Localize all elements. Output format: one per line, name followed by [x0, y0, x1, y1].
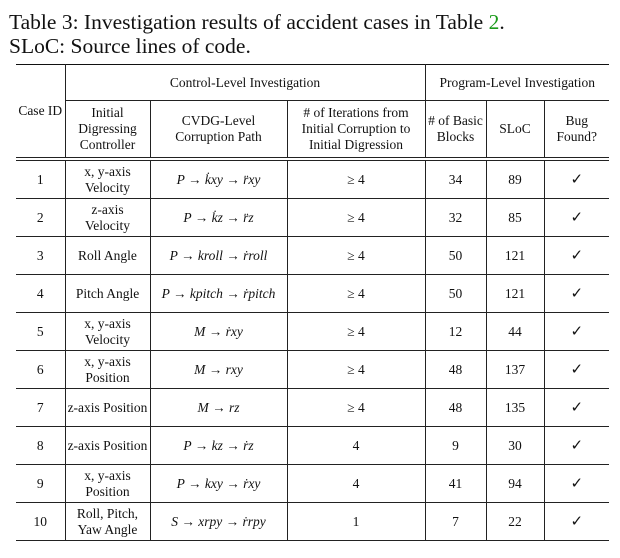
case-id-cell: 1	[16, 161, 65, 199]
corruption-path-cell: P → kpitch → ṙpitch	[150, 275, 287, 313]
table-row	[16, 237, 609, 275]
controller-cell: x, y-axis Velocity	[65, 313, 150, 351]
controller-cell: x, y-axis Velocity	[65, 161, 150, 199]
iterations-cell: 4	[287, 465, 425, 503]
caption-sloc-note: SLoC: Source lines of code.	[9, 34, 251, 58]
header-cvdg-path: CVDG-Level Corruption Path	[150, 101, 287, 158]
case-id-cell: 4	[16, 275, 65, 313]
iterations-cell: ≥ 4	[287, 313, 425, 351]
iterations-cell: ≥ 4	[287, 199, 425, 237]
header-initial-controller: Initial Digressing Controller	[65, 101, 150, 158]
controller-cell: Roll, Pitch, Yaw Angle	[65, 503, 150, 541]
basic-blocks-cell: 48	[425, 351, 486, 389]
sloc-cell: 89	[486, 161, 544, 199]
investigation-results-table	[16, 64, 609, 541]
controller-cell: x, y-axis Position	[65, 465, 150, 503]
corruption-path-cell: M → rz	[150, 389, 287, 427]
bug-found-check-icon: ✓	[544, 161, 609, 199]
table-row	[16, 313, 609, 351]
controller-cell: Roll Angle	[65, 237, 150, 275]
controller-cell: z-axis Position	[65, 427, 150, 465]
table-caption: Table 3: Investigation results of accident cases in Table 2. SLoC: Source lines of code.	[9, 10, 505, 58]
bug-found-check-icon: ✓	[544, 427, 609, 465]
corruption-path-cell: M → ṙxy	[150, 313, 287, 351]
corruption-path-cell: P → k̇z → r̈z	[150, 199, 287, 237]
caption-table-ref-link[interactable]: 2	[488, 10, 500, 34]
basic-blocks-cell: 41	[425, 465, 486, 503]
case-id-cell: 9	[16, 465, 65, 503]
bug-found-check-icon: ✓	[544, 237, 609, 275]
iterations-cell: ≥ 4	[287, 351, 425, 389]
header-bug-found: Bug Found?	[544, 101, 609, 158]
corruption-path-cell: P → kroll → ṙroll	[150, 237, 287, 275]
case-id-cell: 7	[16, 389, 65, 427]
header-control-level: Control-Level Investigation	[65, 65, 425, 101]
table-row	[16, 275, 609, 313]
iterations-cell: ≥ 4	[287, 275, 425, 313]
controller-cell: z-axis Velocity	[65, 199, 150, 237]
basic-blocks-cell: 7	[425, 503, 486, 541]
corruption-path-cell: P → kz → ṙz	[150, 427, 287, 465]
iterations-cell: 1	[287, 503, 425, 541]
table-row	[16, 161, 609, 199]
header-sloc: SLoC	[486, 101, 544, 158]
iterations-cell: ≥ 4	[287, 389, 425, 427]
corruption-path-cell: M → rxy	[150, 351, 287, 389]
header-basic-blocks: # of Basic Blocks	[425, 101, 486, 158]
table-row	[16, 503, 609, 541]
caption-label: Table 3: Investigation results of accident cases in Table	[9, 10, 484, 34]
case-id-cell: 6	[16, 351, 65, 389]
table-row	[16, 199, 609, 237]
iterations-cell: 4	[287, 427, 425, 465]
sloc-cell: 22	[486, 503, 544, 541]
case-id-cell: 8	[16, 427, 65, 465]
bug-found-check-icon: ✓	[544, 313, 609, 351]
bug-found-check-icon: ✓	[544, 503, 609, 541]
iterations-cell: ≥ 4	[287, 237, 425, 275]
case-id-cell: 10	[16, 503, 65, 541]
bug-found-check-icon: ✓	[544, 199, 609, 237]
controller-cell: z-axis Position	[65, 389, 150, 427]
bug-found-check-icon: ✓	[544, 275, 609, 313]
table-row	[16, 465, 609, 503]
controller-cell: x, y-axis Position	[65, 351, 150, 389]
basic-blocks-cell: 32	[425, 199, 486, 237]
sloc-cell: 121	[486, 237, 544, 275]
header-program-level: Program-Level Investigation	[425, 65, 609, 101]
basic-blocks-cell: 12	[425, 313, 486, 351]
basic-blocks-cell: 48	[425, 389, 486, 427]
case-id-cell: 3	[16, 237, 65, 275]
corruption-path-cell: S → xrpy → ṙrpy	[150, 503, 287, 541]
corruption-path-cell: P → k̇xy → r̈xy	[150, 161, 287, 199]
sloc-cell: 44	[486, 313, 544, 351]
sloc-cell: 121	[486, 275, 544, 313]
corruption-path-cell: P → kxy → ṙxy	[150, 465, 287, 503]
bug-found-check-icon: ✓	[544, 351, 609, 389]
bug-found-check-icon: ✓	[544, 389, 609, 427]
basic-blocks-cell: 50	[425, 237, 486, 275]
case-id-cell: 5	[16, 313, 65, 351]
table-row	[16, 427, 609, 465]
controller-cell: Pitch Angle	[65, 275, 150, 313]
basic-blocks-cell: 50	[425, 275, 486, 313]
header-iterations: # of Iterations from Initial Corruption to Initial Digression	[287, 101, 425, 158]
sloc-cell: 135	[486, 389, 544, 427]
sloc-cell: 94	[486, 465, 544, 503]
sloc-cell: 137	[486, 351, 544, 389]
basic-blocks-cell: 34	[425, 161, 486, 199]
sloc-cell: 30	[486, 427, 544, 465]
table-row	[16, 389, 609, 427]
case-id-cell: 2	[16, 199, 65, 237]
bug-found-check-icon: ✓	[544, 465, 609, 503]
basic-blocks-cell: 9	[425, 427, 486, 465]
header-case-id: Case ID	[16, 65, 65, 158]
iterations-cell: ≥ 4	[287, 161, 425, 199]
sloc-cell: 85	[486, 199, 544, 237]
table-row	[16, 351, 609, 389]
